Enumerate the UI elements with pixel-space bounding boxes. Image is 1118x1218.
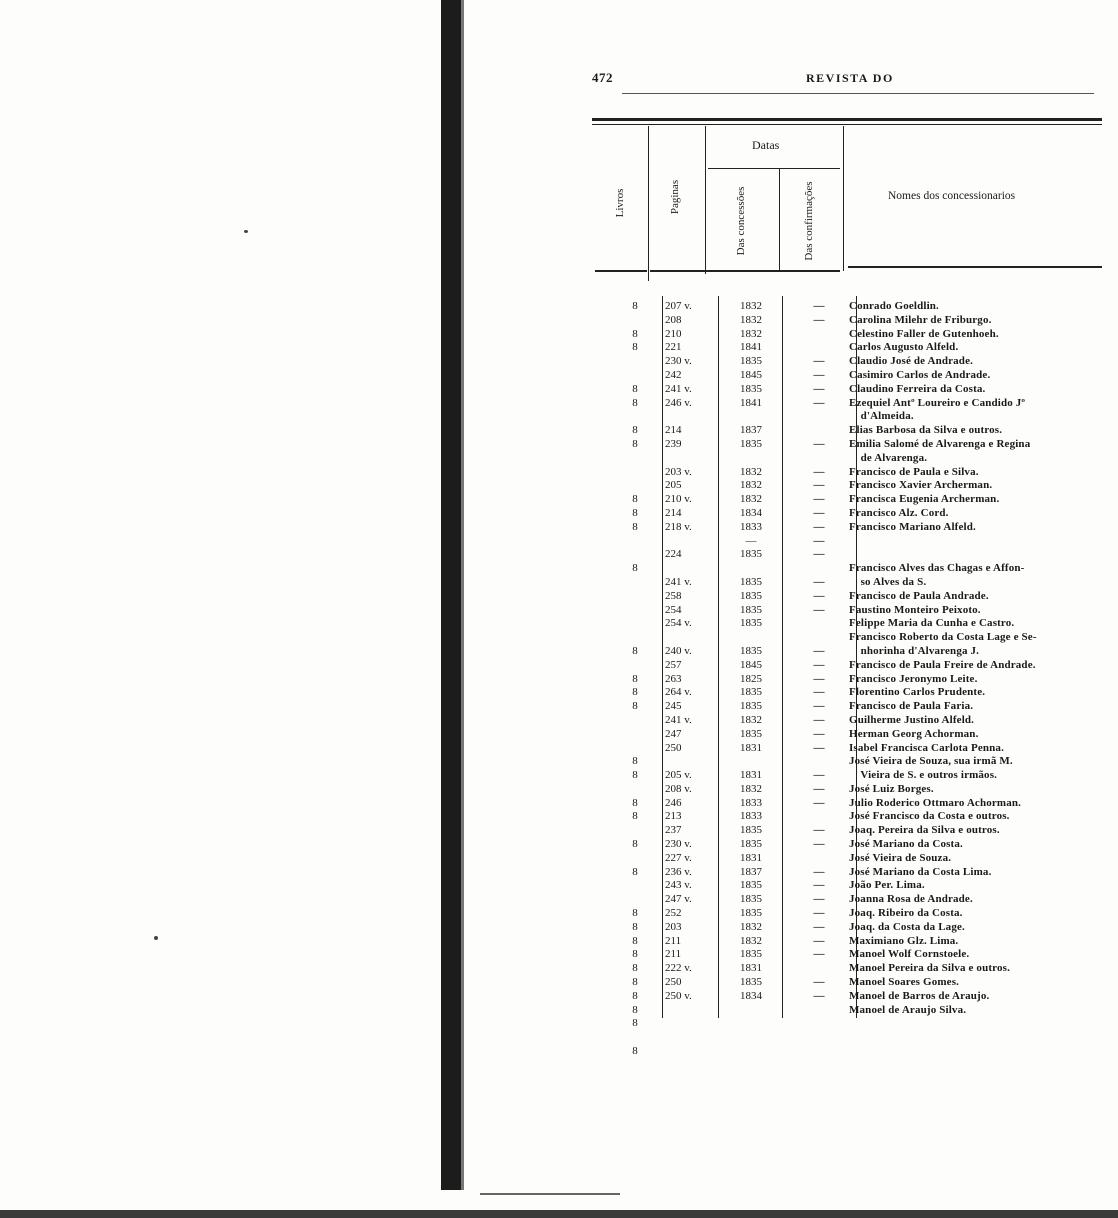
header-das-concessoes: Das concessões xyxy=(735,186,747,256)
datas-split-rule xyxy=(708,168,840,169)
header-das-confirmacoes: Das confirmações xyxy=(803,181,815,261)
scan-bottom-edge xyxy=(0,1210,1118,1218)
body-divider xyxy=(718,296,719,1018)
gutter-edge xyxy=(461,0,464,1190)
col-divider xyxy=(705,126,706,274)
body-divider xyxy=(662,296,663,1018)
header-bottom-rule xyxy=(848,266,1102,268)
livros-column: 8 8 8 8 8 8 8 8 8 8 8 8 8 8 8 8 8 8 8 8 8 8 8 8 8 8 8 8 8 8 8 xyxy=(632,300,638,1058)
col-divider xyxy=(648,126,649,281)
scan-speck xyxy=(244,230,248,233)
paginas-column: 207 v. 208 210 221 230 v. 242 241 v. 246 v. 214 239 203 v. 205 210 v. 214 218 v. 224 241 v. 258 254 254 v. 240 v. 257 263 264 v. 245 241 v. 247 250 205 v. 208 v. 246 213 237 230 v. 227 v. 236 v. 243 v. 247 v. 252 203 211 211 222 v. 250 250 v. xyxy=(665,300,692,1002)
header-nomes: Nomes dos concessionarios xyxy=(888,190,1016,202)
header-livros: Livros xyxy=(614,188,626,218)
table-top-rule-thin xyxy=(592,124,1102,125)
body-divider xyxy=(782,296,783,1018)
binding-gutter xyxy=(441,0,461,1190)
running-title: REVISTA DO xyxy=(806,71,894,85)
scan-mark xyxy=(480,1193,620,1195)
nomes-column: Conrado Goeldlin. Carolina Milehr de Friburgo. Celestino Faller de Gutenhoeh. Carlos Augusto Alfeld. Claudio José de Andrade. Casimiro Carlos de Andrade. Claudino Ferreira da Costa. Ezequiel Antº Loureiro e Candido Jº d'Almeida. Elias Barbosa da Silva e outros. Emilia Salomé de Alvarenga e Regina de Alvarenga. Francisco de Paula e Silva. Francisco Xavier Archerman. Francisca Eugenia Archerman. Francisco Alz. Cord. Francisco Mariano Alfeld. Francisco Alves das Chagas e Affon- so Alves da S. Francisco de Paula Andrade. Faustino Monteiro Peixoto. Felippe Maria da Cunha e Castro. Francisco Roberto da Costa Lage e Se- nhorinha d'Alvarenga J. Francisco de Paula Freire de Andrade. Francisco Jeronymo Leite. Florentino Carlos Prudente. Francisco de Paula Faria. Guilherme Justino Alfeld. Herman Georg Achorman. Isabel Francisca Carlota Penna. José Vieira de Souza, sua irmã M. Vieira de S. e outros irmãos. José Luiz Borges. Julio Roderico Ottmaro Achorman. José Francisco da Costa e outros. Joaq. Pereira da Silva e outros. José Mariano da Costa. José Vieira de Souza. José Mariano da Costa Lima. João Per. Lima. Joanna Rosa de Andrade. Joaq. Ribeiro da Costa. Joaq. da Costa da Lage. Maximiano Glz. Lima. Manoel Wolf Cornstoele. Manoel Pereira da Silva e outros. Manoel Soares Gomes. Manoel de Barros de Araujo. Manoel de Araujo Silva. xyxy=(849,300,1037,1016)
header-datas: Datas xyxy=(752,138,780,152)
concessoes-column: 1832 1832 1832 1841 1835 1845 1835 1841 1837 1835 1832 1832 1832 1834 1833 — 1835 1835 1835 1835 1835 1835 1845 1825 1835 1835 1832 1835 1831 1831 1832 1833 1833 1835 1835 1831 1837 1835 1835 1835 1832 1832 1835 1831 1835 1834 xyxy=(740,300,762,1002)
header-bottom-rule xyxy=(595,270,647,272)
header-rule xyxy=(622,93,1094,94)
header-paginas: Paginas xyxy=(669,179,681,215)
col-divider xyxy=(779,168,780,272)
confirmacoes-column: — — — — — — — — — — — — — — — — — — — — — — — — — — — — — — — — — — — — — — — xyxy=(813,300,825,1002)
col-divider xyxy=(843,126,844,271)
scan-speck xyxy=(154,936,158,940)
page-number: 472 xyxy=(592,70,613,85)
table-top-rule xyxy=(592,118,1102,121)
